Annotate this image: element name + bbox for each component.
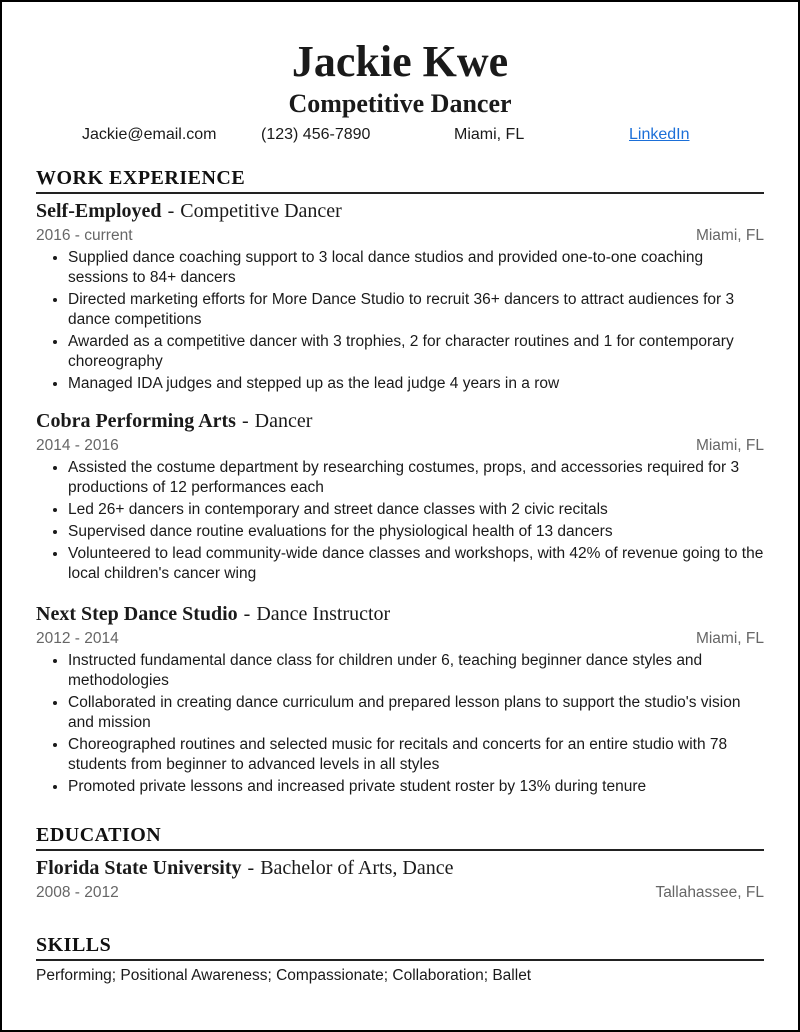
section-heading-skills: SKILLS	[36, 933, 764, 961]
job-dates: 2016 - current	[36, 227, 133, 244]
skills-list: Performing; Positional Awareness; Compassionate; Collaboration; Ballet	[36, 967, 532, 984]
list-item: • Volunteered to lead community-wide dance classes and workshops, with 42% of revenue going to the local children's cancer wing	[68, 544, 764, 584]
separator: -	[243, 603, 251, 625]
education-location: Tallahassee, FL	[655, 884, 764, 901]
job-meta	[36, 226, 764, 246]
job-bullet-list	[36, 651, 764, 799]
job-dates: 2012 - 2014	[36, 630, 119, 647]
contact-bar	[2, 126, 798, 148]
job-title-line	[36, 199, 764, 223]
contact-location: Miami, FL	[454, 126, 525, 143]
job-role: Dancer	[254, 410, 313, 432]
job-bullet-list	[36, 248, 764, 396]
education-degree: Bachelor of Arts, Dance	[260, 857, 454, 879]
list-item: • Promoted private lessons and increased private student roster by 13% during tenure	[68, 777, 764, 797]
list-item: • Assisted the costume department by researching costumes, props, and accessories required for 3 productions of 12 performances each	[68, 458, 764, 498]
list-item: • Led 26+ dancers in contemporary and street dance classes with 2 civic recitals	[68, 500, 764, 520]
job-dates: 2014 - 2016	[36, 437, 119, 454]
list-item: • Awarded as a competitive dancer with 3 trophies, 2 for character routines and 1 for contemporary choreography	[68, 332, 764, 372]
separator: -	[241, 410, 249, 432]
candidate-title: Competitive Dancer	[288, 89, 512, 118]
list-item: • Managed IDA judges and stepped up as the lead judge 4 years in a row	[68, 374, 764, 394]
job-title-line	[36, 602, 764, 626]
list-item: • Choreographed routines and selected music for recitals and concerts for an entire studio with 78 students from beginner to advanced levels in all styles	[68, 735, 764, 775]
contact-email: Jackie@email.com	[82, 126, 217, 143]
list-item: • Supervised dance routine evaluations for the physiological health of 13 dancers	[68, 522, 764, 542]
education-meta	[36, 883, 764, 903]
job-role: Dance Instructor	[256, 603, 391, 625]
job-bullet-list	[36, 458, 764, 586]
education-title-line	[36, 856, 764, 880]
job-location: Miami, FL	[695, 437, 764, 454]
separator: -	[167, 200, 175, 222]
separator: -	[247, 857, 255, 879]
list-item: • Collaborated in creating dance curriculum and prepared lesson plans to support the studio's vision and mission	[68, 693, 764, 733]
list-item: • Instructed fundamental dance class for children under 6, teaching beginner dance styles and methodologies	[68, 651, 764, 691]
contact-phone: (123) 456-7890	[261, 126, 371, 143]
job-meta	[36, 629, 764, 649]
section-heading-education: EDUCATION	[36, 823, 764, 851]
linkedin-link[interactable]: LinkedIn	[629, 126, 690, 143]
list-item: • Supplied dance coaching support to 3 local dance studios and provided one-to-one coaching sessions to 84+ dancers	[68, 248, 764, 288]
education-dates: 2008 - 2012	[36, 884, 119, 901]
job-role: Competitive Dancer	[180, 200, 342, 222]
job-title-line	[36, 409, 764, 433]
candidate-name: Jackie Kwe	[291, 37, 509, 86]
job-meta	[36, 436, 764, 456]
job-location: Miami, FL	[695, 630, 764, 647]
job-organization: Cobra Performing Arts	[36, 410, 236, 432]
job-organization: Self-Employed	[36, 200, 162, 222]
list-item: • Directed marketing efforts for More Dance Studio to recruit 36+ dancers to attract audiences for 3 dance competitions	[68, 290, 764, 330]
section-heading-work-experience: WORK EXPERIENCE	[36, 166, 764, 194]
education-school: Florida State University	[36, 857, 242, 879]
job-location: Miami, FL	[695, 227, 764, 244]
job-organization: Next Step Dance Studio	[36, 603, 238, 625]
